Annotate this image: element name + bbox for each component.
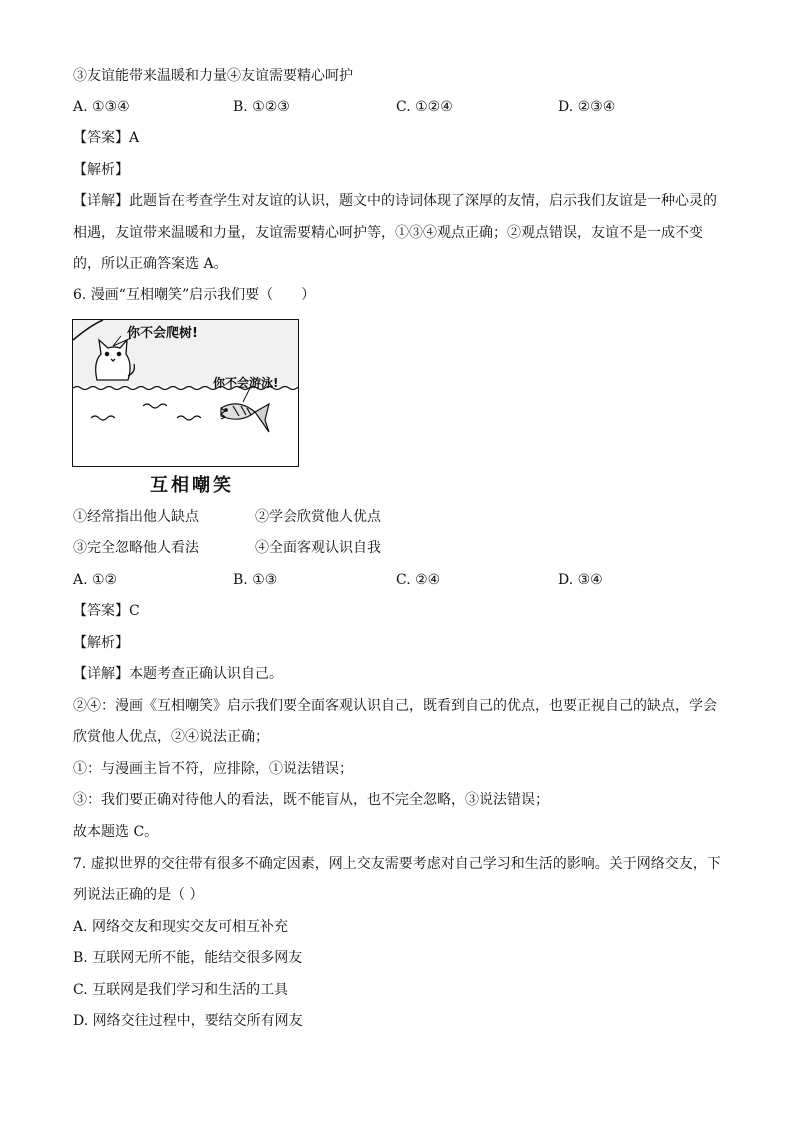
cat-speech-text: 你不会爬树!	[127, 326, 198, 341]
q5-option-d: D. ②③④	[558, 99, 616, 115]
q6-analysis-label: 【解析】	[73, 635, 129, 651]
q5-statement-line: ③友谊能带来温暖和力量④友谊需要精心呵护	[73, 68, 353, 84]
q5-answer: 【答案】A	[73, 130, 140, 146]
q5-analysis-label: 【解析】	[73, 162, 129, 178]
q6-detail-line-3: 欣赏他人优点，②④说法正确；	[73, 729, 269, 745]
q6-answer: 【答案】C	[73, 603, 140, 619]
q6-detail-line-2: ②④：漫画《互相嘲笑》启示我们要全面客观认识自己，既看到自己的优点，也要正视自己的缺点，学会	[73, 698, 717, 714]
q6-statement-1: ①经常指出他人缺点	[73, 509, 199, 525]
q5-option-b: B. ①②③	[233, 99, 290, 115]
q5-option-a: A. ①③④	[73, 99, 130, 115]
q7-option-d: D. 网络交往过程中，要结交所有网友	[73, 1013, 303, 1029]
q6-statement-3: ③完全忽略他人看法	[73, 540, 199, 556]
q5-detail-line-2: 相遇，友谊带来温暖和力量，友谊需要精心呵护等，①③④观点正确；②观点错误，友谊不是一成不变	[73, 225, 703, 241]
q5-option-c: C. ①②④	[396, 99, 453, 115]
comic-drawing	[73, 320, 299, 467]
q7-option-a: A. 网络交友和现实交友可相互补充	[73, 919, 289, 935]
q6-statement-4: ④全面客观认识自我	[255, 540, 381, 556]
q6-detail-line-5: ③：我们要正确对待他人的看法，既不能盲从，也不完全忽略，③说法错误；	[73, 792, 549, 808]
q6-option-b: B. ①③	[233, 572, 278, 588]
comic-image	[72, 319, 299, 467]
q6-statement-2: ②学会欣赏他人优点	[255, 509, 381, 525]
q6-detail-line-4: ①：与漫画主旨不符，应排除，①说法错误；	[73, 761, 353, 777]
q6-option-c: C. ②④	[396, 572, 441, 588]
q5-detail-line-3: 的，所以正确答案选 A。	[73, 256, 228, 272]
q6-detail-line-1: 【详解】本题考查正确认识自己。	[73, 666, 283, 682]
q6-option-d: D. ③④	[558, 572, 603, 588]
q7-option-b: B. 互联网无所不能，能结交很多网友	[73, 950, 303, 966]
fish-speech-text: 你不会游泳!	[213, 376, 279, 390]
comic-caption: 互相嘲笑	[150, 475, 234, 496]
q7-option-c: C. 互联网是我们学习和生活的工具	[73, 982, 289, 998]
q7-question-line-1: 7. 虚拟世界的交往带有很多不确定因素，网上交友需要考虑对自己学习和生活的影响。关于网络交友，下	[73, 856, 721, 872]
q7-question-line-2: 列说法正确的是（ ）	[73, 887, 204, 903]
q6-option-a: A. ①②	[73, 572, 118, 588]
q5-detail-line-1: 【详解】此题旨在考查学生对友谊的认识，题文中的诗词体现了深厚的友情，启示我们友谊是一种心灵的	[73, 193, 717, 209]
q6-question: 6. 漫画“互相嘲笑”启示我们要（ ）	[73, 287, 316, 303]
q6-detail-line-6: 故本题选 C。	[73, 824, 159, 840]
